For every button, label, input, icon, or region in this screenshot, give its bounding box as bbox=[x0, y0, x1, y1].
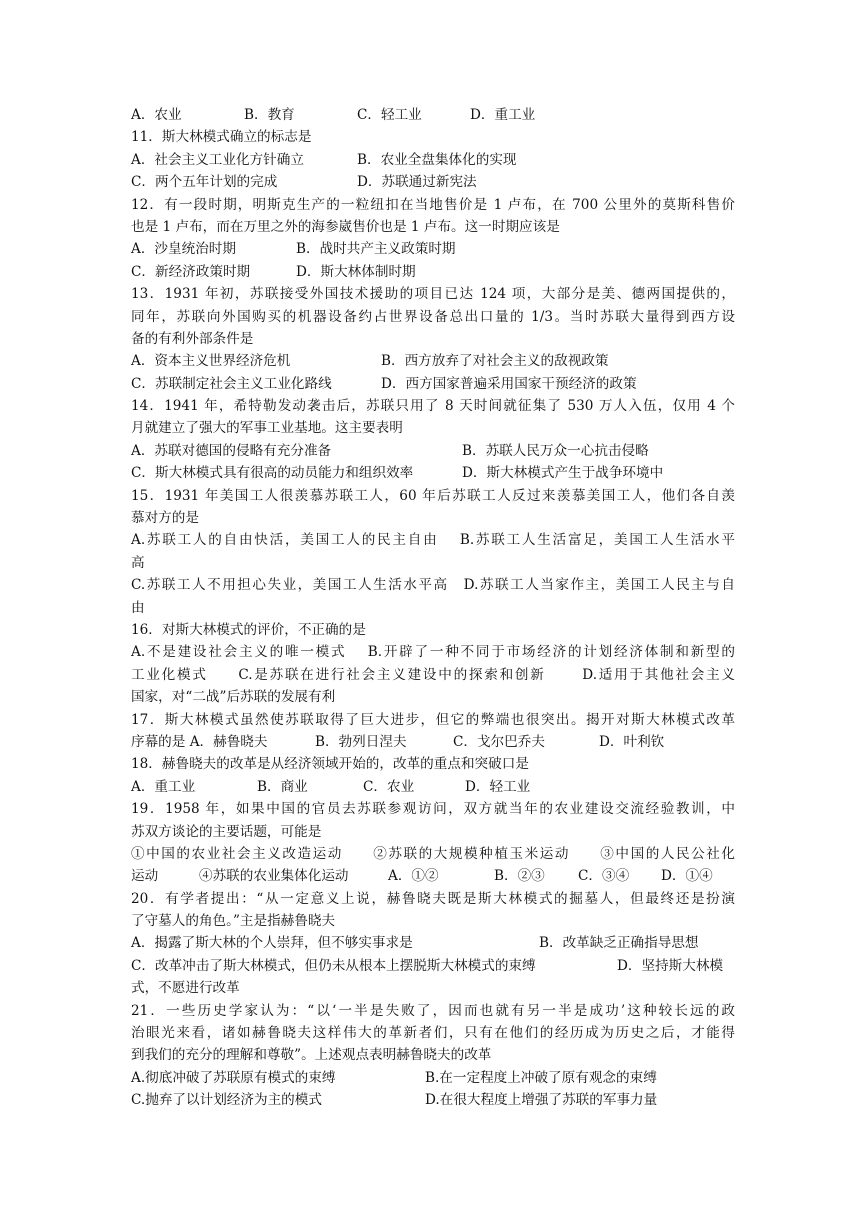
q20-option-d: D．坚持斯大林模 bbox=[617, 957, 724, 974]
q14-option-b: B．苏联人民万众一心抗击侵略 bbox=[462, 442, 649, 459]
q11-stem: 11．斯大林模式确立的标志是 bbox=[131, 129, 312, 146]
q13-options-cd bbox=[131, 373, 735, 395]
q20-options-ab bbox=[131, 932, 735, 954]
q20-option-a: A．揭露了斯大林的个人崇拜，但不够实事求是 bbox=[131, 935, 413, 952]
q15-options-cd-line2: 由 bbox=[131, 599, 145, 616]
q20-stem-line1: 20．有学者提出：“从一定意义上说，赫鲁晓夫既是斯大林模式的掘墓人，但最终还是扮演 bbox=[131, 890, 735, 907]
q13-options-ab bbox=[131, 350, 735, 372]
q14-option-d: D．斯大林模式产生于战争环境中 bbox=[462, 465, 664, 482]
q17-option-c: C．戈尔巴乔夫 bbox=[453, 733, 545, 750]
q21-stem-line2: 治眼光来看，诸如赫鲁晓夫这样伟大的革新者们，只有在他们的经历成为历史之后，才能得 bbox=[131, 1025, 735, 1042]
q15-stem-line2: 慕对方的是 bbox=[131, 510, 199, 527]
q19-option-d: D．①④ bbox=[661, 868, 713, 885]
q16-options-line3: 国家，对“二战”后苏联的发展有利 bbox=[131, 689, 336, 706]
q16-options-line1: A.不是建设社会主义的唯一模式 B.开辟了一种不同于市场经济的计划经济体制和新型的 bbox=[131, 644, 735, 661]
q14-option-c: C．斯大林模式具有很高的动员能力和组织效率 bbox=[131, 465, 414, 482]
q10-options bbox=[131, 104, 735, 126]
q12-stem-line2: 也是 1 卢布，而在万里之外的海参崴售价也是 1 卢布。这一时期应该是 bbox=[131, 218, 560, 235]
q11-option-d: D．苏联通过新宪法 bbox=[357, 174, 477, 191]
q14-options-ab bbox=[131, 440, 735, 462]
q11-option-a: A．社会主义工业化方针确立 bbox=[131, 151, 304, 168]
q21-stem-line3: 到我们的充分的理解和尊敬”。上述观点表明赫鲁晓夫的改革 bbox=[131, 1047, 492, 1064]
q12-options-ab bbox=[131, 238, 735, 260]
q13-option-d: D．西方国家普遍采用国家干预经济的政策 bbox=[381, 375, 637, 392]
q14-option-a: A．苏联对德国的侵略有充分准备 bbox=[131, 442, 332, 459]
q13-stem-line1: 13．1931 年初，苏联接受外国技术援助的项目已达 124 项，大部分是美、德两国提供的， bbox=[131, 286, 735, 303]
q19-options bbox=[131, 865, 735, 887]
q17-option-b: B．勃列日涅夫 bbox=[315, 733, 407, 750]
q13-stem-line2: 同年，苏联向外国购买的机器设备约占世界设备总出口量的 1/3。当时苏联大量得到西方设 bbox=[131, 308, 735, 325]
q20-option-c: C．改革冲击了斯大林模式，但仍未从根本上摆脱斯大林模式的束缚 bbox=[131, 957, 536, 974]
q10-option-a: A．农业 bbox=[131, 107, 182, 123]
q12-option-c: C．新经济政策时期 bbox=[131, 263, 251, 280]
q15-stem-line1: 15．1931 年美国工人很羡慕苏联工人，60 年后苏联工人反过来羡慕美国工人，他们各自羡 bbox=[131, 487, 735, 504]
q21-option-a: A.彻底冲破了苏联原有模式的束缚 bbox=[131, 1069, 336, 1086]
q13-option-c: C．苏联制定社会主义工业化路线 bbox=[131, 375, 332, 392]
q10-option-b: B．教育 bbox=[244, 107, 295, 123]
q19-option-b: B．②③ bbox=[494, 868, 545, 885]
q15-options-ab-line1: A.苏联工人的自由快活，美国工人的民主自由 B.苏联工人生活富足，美国工人生活水平 bbox=[131, 532, 735, 549]
q21-option-c: C.抛弃了以计划经济为主的模式 bbox=[131, 1092, 322, 1109]
q12-stem-line1: 12．有一段时期，明斯克生产的一粒纽扣在当地售价是 1 卢布，在 700 公里外的莫斯科售价 bbox=[131, 196, 735, 213]
q18-option-a: A．重工业 bbox=[131, 778, 196, 795]
q15-options-cd-line1: C.苏联工人不用担心失业，美国工人生活水平高 D.苏联工人当家作主，美国工人民主与自 bbox=[131, 577, 735, 594]
q20-options-cd bbox=[131, 955, 735, 977]
exam-page bbox=[131, 104, 735, 1112]
q19-option-a: A．①② bbox=[388, 868, 439, 885]
q15-options-ab-line2: 高 bbox=[131, 554, 145, 571]
q21-option-b: B.在一定程度上冲破了原有观念的束缚 bbox=[425, 1069, 657, 1086]
q11-options-ab bbox=[131, 149, 735, 171]
q18-option-b: B．商业 bbox=[257, 778, 308, 795]
q21-options-ab bbox=[131, 1067, 735, 1089]
q14-stem-line2: 月就建立了强大的军事工业基地。这主要表明 bbox=[131, 420, 403, 437]
q11-options-cd bbox=[131, 171, 735, 193]
q19-items-line: ①中国的农业社会主义改造运动 ②苏联的大规模种植玉米运动 ③中国的人民公社化 bbox=[131, 845, 735, 862]
q20-option-b: B．改革缺乏正确指导思想 bbox=[539, 935, 699, 952]
q21-stem-line1: 21．一些历史学家认为：“以‘一半是失败了，因而也就有另一半是成功’这种较长远的政 bbox=[131, 1002, 735, 1019]
q19-item-3-cont: 运动 bbox=[131, 868, 159, 885]
q21-options-cd bbox=[131, 1089, 735, 1111]
q11-option-b: B．农业全盘集体化的实现 bbox=[357, 151, 517, 168]
q12-options-cd bbox=[131, 261, 735, 283]
q18-stem: 18．赫鲁晓夫的改革是从经济领域开始的，改革的重点和突破口是 bbox=[131, 756, 529, 773]
q19-stem-line1: 19．1958 年，如果中国的官员去苏联参观访问，双方就当年的农业建设交流经验教训，中 bbox=[131, 801, 735, 818]
q21-option-d: D.在很大程度上增强了苏联的军事力量 bbox=[425, 1092, 658, 1109]
q12-option-b: B．战时共产主义政策时期 bbox=[296, 241, 456, 258]
q12-option-d: D．斯大林体制时期 bbox=[296, 263, 416, 280]
q14-options-cd bbox=[131, 462, 735, 484]
q10-option-c: C．轻工业 bbox=[357, 107, 422, 123]
q13-option-b: B．西方放弃了对社会主义的敌视政策 bbox=[381, 353, 609, 370]
q20-option-d-cont: 式，不愿进行改革 bbox=[131, 980, 240, 997]
q17-option-a: 序幕的是 A．赫鲁晓夫 bbox=[131, 733, 268, 750]
q16-options-line2: 工业化模式 C.是苏联在进行社会主义建设中的探索和创新 D.适用于其他社会主义 bbox=[131, 666, 735, 683]
q17-stem-line1: 17．斯大林模式虽然使苏联取得了巨大进步，但它的弊端也很突出。揭开对斯大林模式改革 bbox=[131, 711, 735, 728]
q13-stem-line3: 备的有利外部条件是 bbox=[131, 330, 254, 347]
q19-stem-line2: 苏双方谈论的主要话题，可能是 bbox=[131, 823, 322, 840]
q18-option-c: C．农业 bbox=[363, 778, 415, 795]
q18-options bbox=[131, 776, 735, 798]
q11-option-c: C．两个五年计划的完成 bbox=[131, 174, 278, 191]
q12-option-a: A．沙皇统治时期 bbox=[131, 241, 236, 258]
q10-option-d: D．重工业 bbox=[470, 107, 536, 123]
q17-option-d: D．叶利钦 bbox=[599, 733, 665, 750]
q19-option-c: C．③④ bbox=[578, 868, 630, 885]
q19-item-4: ④苏联的农业集体化运动 bbox=[199, 868, 349, 885]
q13-option-a: A．资本主义世界经济危机 bbox=[131, 353, 291, 370]
q17-options bbox=[131, 731, 735, 753]
q14-stem-line1: 14．1941 年，希特勒发动袭击后，苏联只用了 8 天时间就征集了 530 万人入伍，仅用 4 个 bbox=[131, 398, 735, 415]
q20-stem-line2: 了守墓人的角色。”主是指赫鲁晓夫 bbox=[131, 913, 336, 930]
q18-option-d: D．轻工业 bbox=[465, 778, 531, 795]
q16-stem: 16．对斯大林模式的评价，不正确的是 bbox=[131, 621, 366, 638]
